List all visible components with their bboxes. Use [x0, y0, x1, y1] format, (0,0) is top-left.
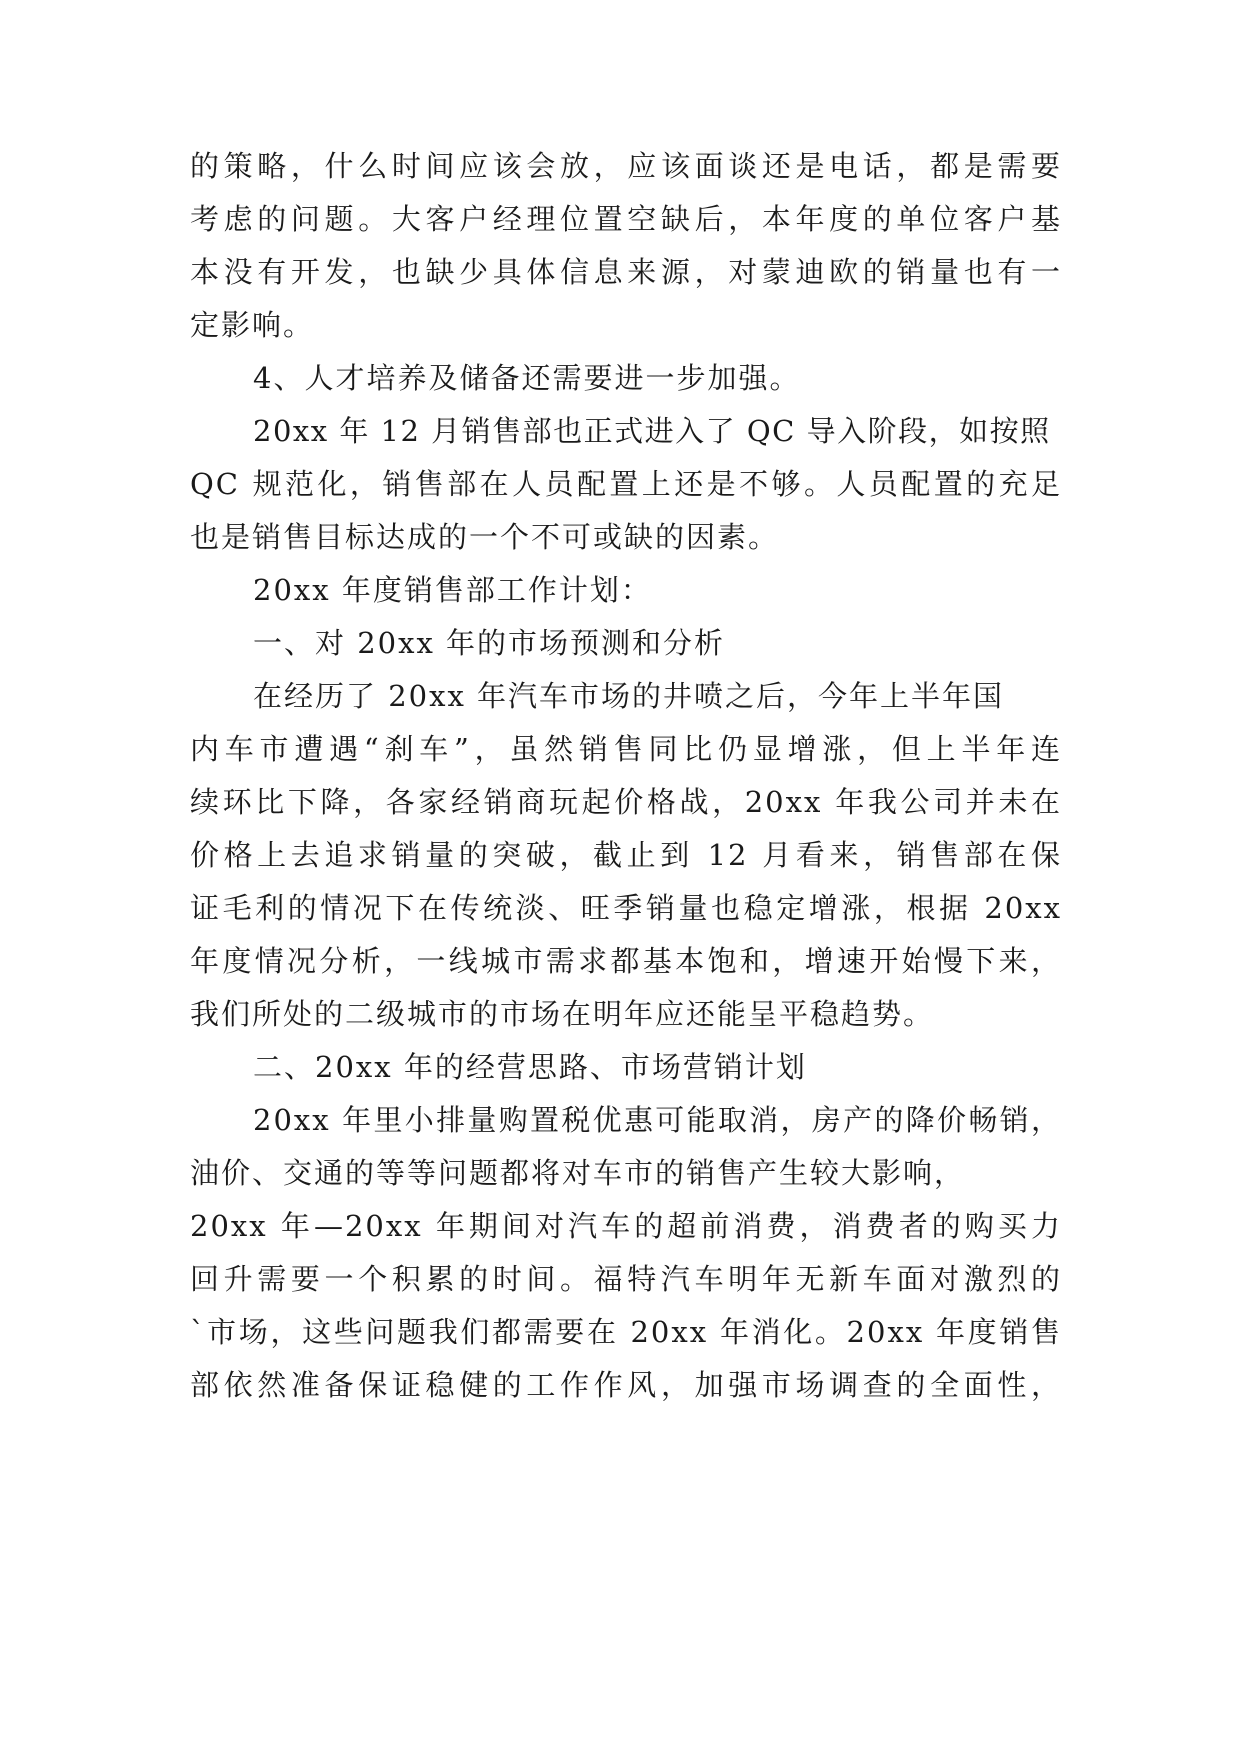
text-line-13: 续环比下降，各家经销商玩起价格战，20xx 年我公司并未在	[190, 785, 1062, 819]
text-line-4: 定影响。	[190, 308, 315, 342]
text-line-6: 20xx 年 12 月销售部也正式进入了 QC 导入阶段，如按照	[253, 414, 1051, 448]
text-line-8: 也是销售目标达成的一个不可或缺的因素。	[190, 520, 780, 554]
text-line-19: 20xx 年里小排量购置税优惠可能取消，房产的降价畅销，	[253, 1103, 1062, 1137]
text-line-14: 价格上去追求销量的突破，截止到 12 月看来，销售部在保	[190, 838, 1062, 872]
text-line-21: 20xx 年—20xx 年期间对汽车的超前消费，消费者的购买力	[190, 1209, 1062, 1243]
text-line-3: 本没有开发，也缺少具体信息来源，对蒙迪欧的销量也有一	[190, 255, 1062, 289]
text-line-20: 油价、交通的等等问题都将对车市的销售产生较大影响，	[190, 1156, 966, 1190]
text-line-11: 在经历了 20xx 年汽车市场的井喷之后，今年上半年国	[253, 679, 1005, 713]
text-line-15: 证毛利的情况下在传统淡、旺季销量也稳定增涨，根据 20xx	[190, 891, 1062, 925]
text-line-17: 我们所处的二级城市的市场在明年应还能呈平稳趋势。	[190, 997, 935, 1031]
text-line-9: 20xx 年度销售部工作计划：	[253, 573, 652, 607]
text-line-1: 的策略，什么时间应该会放，应该面谈还是电话，都是需要	[190, 149, 1062, 183]
text-line-16: 年度情况分析，一线城市需求都基本饱和，增速开始慢下来，	[190, 944, 1062, 978]
text-line-5: 4、人才培养及储备还需要进一步加强。	[253, 361, 801, 395]
text-line-7: QC 规范化，销售部在人员配置上还是不够。人员配置的充足	[190, 467, 1062, 501]
text-line-10: 一、对 20xx 年的市场预测和分析	[253, 626, 726, 660]
text-line-22: 回升需要一个积累的时间。福特汽车明年无新车面对激烈的	[190, 1262, 1062, 1296]
text-line-23: `市场，这些问题我们都需要在 20xx 年消化。20xx 年度销售	[190, 1315, 1062, 1349]
text-line-2: 考虑的问题。大客户经理位置空缺后，本年度的单位客户基	[190, 202, 1062, 236]
text-line-12: 内车市遭遇“刹车”，虽然销售同比仍显增涨，但上半年连	[190, 732, 1062, 766]
text-line-18: 二、20xx 年的经营思路、市场营销计划	[253, 1050, 807, 1084]
text-line-24: 部依然准备保证稳健的工作作风，加强市场调查的全面性，	[190, 1368, 1062, 1402]
